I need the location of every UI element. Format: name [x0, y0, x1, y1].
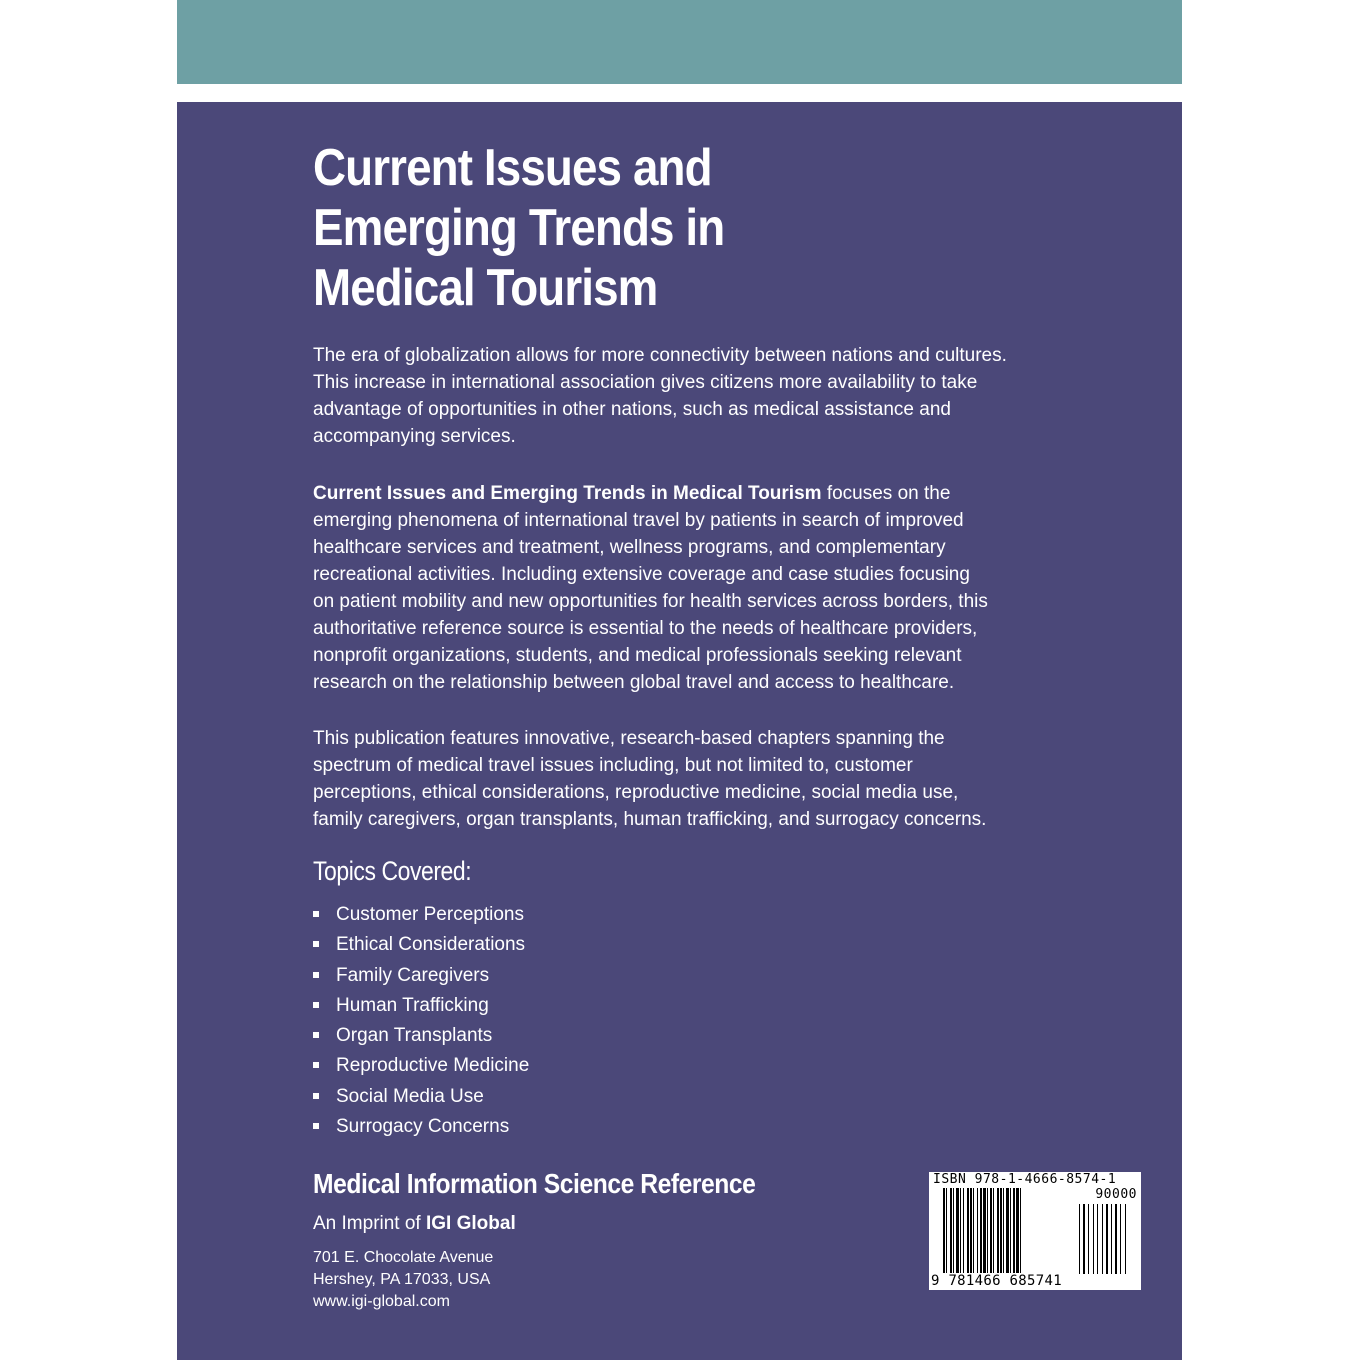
bullet-icon — [313, 941, 319, 947]
website-text: www.igi-global.com — [313, 1293, 450, 1310]
bullet-icon — [313, 1093, 319, 1099]
barcode-addon-bar — [1102, 1204, 1103, 1274]
title-line: Current Issues and — [313, 139, 712, 197]
topic-label: Surrogacy Concerns — [336, 1116, 510, 1138]
address-line: 701 E. Chocolate Avenue — [313, 1249, 494, 1266]
paragraph-line: authoritative reference source is essential to the needs of healthcare providers, — [313, 618, 978, 639]
imprint-line — [313, 1213, 516, 1235]
paragraph-line: healthcare services and treatment, wellness programs, and complementary — [313, 537, 946, 558]
barcode-addon-bar — [1115, 1204, 1117, 1274]
barcode-addon: 90000 — [1095, 1187, 1137, 1202]
barcode-bar — [1006, 1188, 1009, 1274]
topic-label: Family Caregivers — [336, 964, 490, 986]
barcode-bar — [990, 1188, 992, 1274]
list-item — [313, 1082, 529, 1112]
topics-heading: Topics Covered: — [313, 856, 472, 886]
list-item — [313, 961, 529, 991]
barcode-bar — [1010, 1188, 1011, 1274]
barcode-bar — [963, 1188, 964, 1274]
paragraph-line: This increase in international association gives citizens more availability to take — [313, 372, 978, 393]
paragraph-line: advantage of opportunities in other nations, such as medical assistance and — [313, 399, 951, 420]
paragraph-line — [313, 480, 988, 507]
list-item — [313, 930, 529, 960]
barcode-addon-bar — [1120, 1204, 1121, 1274]
top-color-band — [177, 0, 1182, 84]
barcode-bar — [950, 1188, 952, 1274]
bullet-icon — [313, 1002, 319, 1008]
barcode-bar — [980, 1188, 982, 1274]
list-item — [313, 1021, 529, 1051]
bullet-icon — [313, 1032, 319, 1038]
features-paragraph — [313, 725, 986, 833]
list-item — [313, 1112, 529, 1142]
book-title-inline: Current Issues and Emerging Trends in Medical Tourism — [313, 483, 822, 504]
barcode-addon-bar — [1088, 1204, 1089, 1274]
barcode-bar — [953, 1188, 954, 1274]
paragraph-line: family caregivers, organ transplants, human trafficking, and surrogacy concerns. — [313, 809, 987, 830]
description-paragraph — [313, 480, 988, 696]
address-line: Hershey, PA 17033, USA — [313, 1271, 491, 1288]
topic-label: Organ Transplants — [336, 1025, 493, 1047]
paragraph-text: focuses on the — [821, 483, 951, 504]
barcode-bar — [943, 1188, 945, 1274]
barcode-addon-bar — [1111, 1204, 1112, 1274]
barcode-bar — [956, 1188, 959, 1274]
barcode-addon-bar — [1097, 1204, 1098, 1274]
barcode-bar — [960, 1188, 961, 1274]
list-item — [313, 900, 529, 930]
title-line: Emerging Trends in — [313, 199, 725, 257]
publisher-name: Medical Information Science Reference — [313, 1168, 756, 1199]
barcode-bar — [973, 1188, 974, 1274]
back-cover — [177, 102, 1182, 1360]
paragraph-line: research on the relationship between global travel and access to healthcare. — [313, 672, 955, 693]
bullet-icon — [313, 1062, 319, 1068]
barcode-addon-bar — [1093, 1204, 1094, 1274]
paragraph-line: emerging phenomena of international travel by patients in search of improved — [313, 510, 964, 531]
barcode-bar — [967, 1188, 969, 1274]
barcode-bar — [970, 1188, 972, 1274]
barcode-bar — [993, 1188, 994, 1274]
intro-paragraph — [313, 342, 1007, 450]
topics-list — [313, 900, 529, 1142]
list-item — [313, 991, 529, 1021]
isbn-label: ISBN 978-1-4666-8574-1 — [933, 1172, 1117, 1187]
barcode-bar — [977, 1188, 978, 1274]
paragraph-line: nonprofit organizations, students, and medical professionals seeking relevant — [313, 645, 962, 666]
barcode-addon-bar — [1083, 1204, 1085, 1274]
ean-digits: 9 781466 685741 — [931, 1273, 1062, 1289]
bullet-icon — [313, 911, 319, 917]
imprint-name: IGI Global — [426, 1213, 516, 1234]
barcode-bar — [946, 1188, 947, 1274]
barcode-addon-bar — [1125, 1204, 1126, 1274]
barcode-bar — [1016, 1188, 1019, 1274]
paragraph-line: perceptions, ethical considerations, reproductive medicine, social media use, — [313, 782, 959, 803]
topic-label: Human Trafficking — [336, 994, 489, 1016]
paragraph-line: recreational activities. Including extensive coverage and case studies focusing — [313, 564, 970, 585]
paragraph-line: accompanying services. — [313, 426, 516, 447]
bullet-icon — [313, 972, 319, 978]
imprint-prefix: An Imprint of — [313, 1213, 426, 1234]
paragraph-line: This publication features innovative, research-based chapters spanning the — [313, 728, 945, 749]
barcode-bar — [1003, 1188, 1004, 1274]
barcode-addon-bar — [1079, 1204, 1080, 1274]
topic-label: Ethical Considerations — [336, 934, 526, 956]
list-item — [313, 1051, 529, 1081]
barcode-bar — [1020, 1188, 1021, 1274]
paragraph-line: spectrum of medical travel issues including, but not limited to, customer — [313, 755, 913, 776]
title-line: Medical Tourism — [313, 259, 658, 317]
isbn-barcode — [929, 1172, 1141, 1290]
topic-label: Reproductive Medicine — [336, 1055, 530, 1077]
paragraph-line: The era of globalization allows for more connectivity between nations and cultures. — [313, 345, 1007, 366]
barcode-bar — [1000, 1188, 1002, 1274]
barcode-bar — [997, 1188, 999, 1274]
paragraph-line: on patient mobility and new opportunities for health services across borders, this — [313, 591, 988, 612]
barcode-bar — [983, 1188, 986, 1274]
bullet-icon — [313, 1123, 319, 1129]
barcode-bar — [1013, 1188, 1015, 1274]
topic-label: Social Media Use — [336, 1085, 484, 1107]
book-title — [313, 138, 806, 318]
barcode-bar — [987, 1188, 988, 1274]
barcode-addon-bar — [1106, 1204, 1108, 1274]
topic-label: Customer Perceptions — [336, 904, 524, 925]
